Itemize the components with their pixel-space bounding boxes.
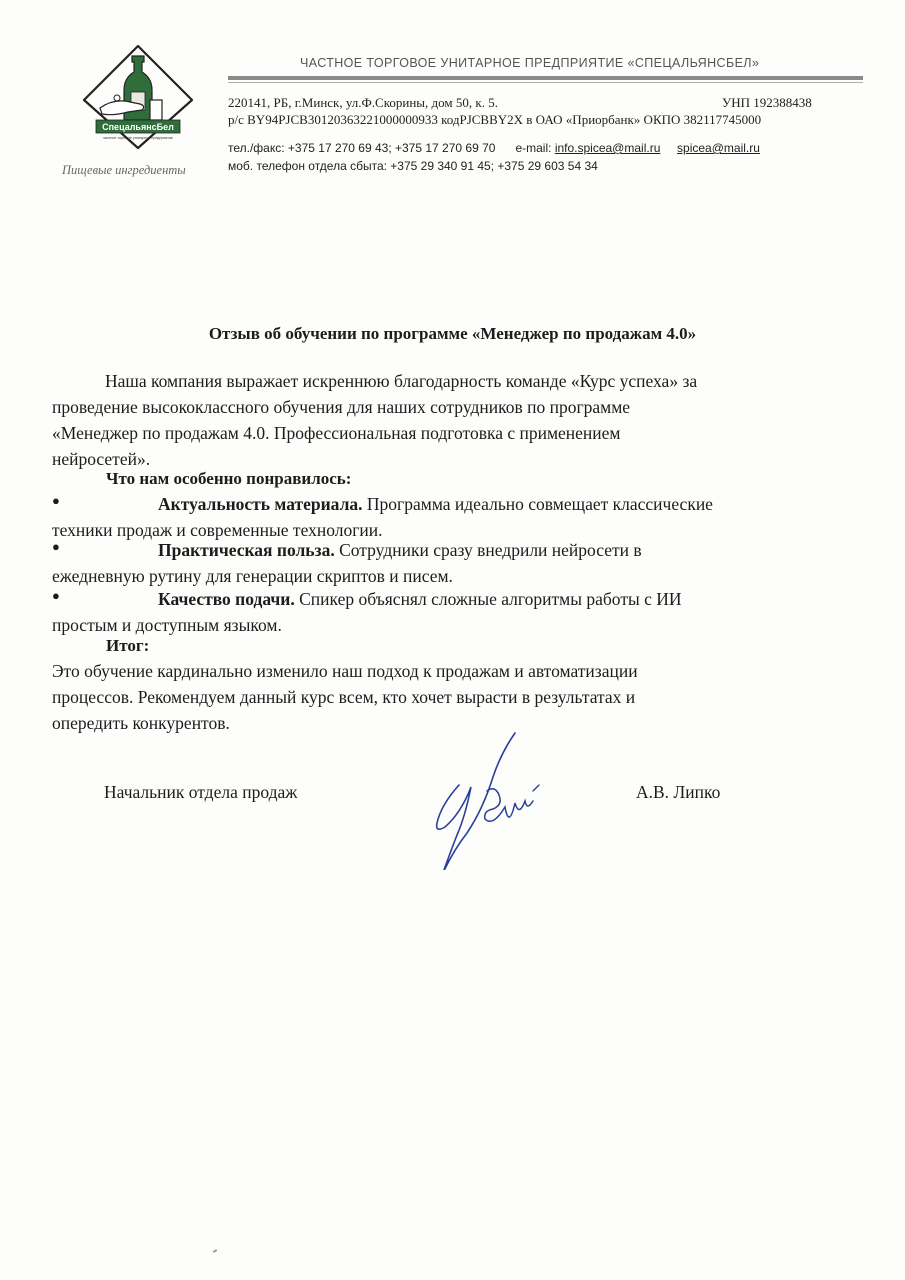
header-rule-thin [228,82,863,83]
summary-line: опередить конкурентов. [52,713,230,733]
mobile-phones: моб. телефон отдела сбыта: +375 29 340 91 45; +375 29 603 54 34 [228,159,598,173]
company-unp: УНП 192388438 [722,95,812,110]
letter-title: Отзыв об обучении по программе «Менеджер по продажам 4.0» [208,324,697,343]
bullet-item [52,586,831,638]
contacts-phone-email [228,141,760,155]
company-slogan: Пищевые ингредиенты [62,163,186,177]
liked-heading: Что нам особенно понравилось: [106,469,352,488]
logo-subtext: частное торговое унитарное предприятие [103,136,173,140]
signer-name: А.В. Липко [636,782,721,802]
signer-title: Начальник отдела продаж [104,782,298,802]
bullet-dot: ● [52,493,60,508]
bullet-text: Сотрудники сразу внедрили нейросети в [334,540,642,560]
header-rule [228,76,863,80]
intro-line: проведение высококлассного обучения для наших сотрудников по программе [52,397,631,417]
email-label: e-mail: [515,141,552,155]
bullet-text: Спикер объяснял сложные алгоритмы работы с ИИ [294,589,682,609]
company-address: 220141, РБ, г.Минск, ул.Ф.Скорины, дом 50, к. 5. [228,95,498,110]
phone-fax: тел./факс: +375 17 270 69 43; +375 17 270 69 70 [228,141,496,155]
logo-text: СпецальянсБел [102,122,174,132]
bullet-text: ежедневную рутину для генерации скриптов и писем. [52,566,453,586]
bullet-text: простым и доступным языком. [52,615,282,635]
bullet-dot: ● [52,539,60,554]
company-name: ЧАСТНОЕ ТОРГОВОЕ УНИТАРНОЕ ПРЕДПРИЯТИЕ «СПЕЦАЛЬЯНСБЕЛ» [300,56,760,70]
paper-speck [213,1249,217,1253]
bullet-text: Программа идеально совмещает классические [362,494,713,514]
bullet-bold: Качество подачи. [158,589,295,609]
summary-heading: Итог: [106,636,150,655]
bullet-item [52,491,831,543]
company-logo [78,42,198,152]
intro-line: «Менеджер по продажам 4.0. Профессиональная подготовка с применением [52,423,621,443]
bullet-text: техники продаж и современные технологии. [52,520,383,540]
bullet-item [52,537,831,589]
handwritten-signature [415,725,565,870]
bullet-bold: Актуальность материала. [158,494,363,514]
bank-details: р/с BY94PJCB30120363221000000933 кодPJCBBY2X в ОАО «Приорбанк» ОКПО 382117745000 [228,112,762,127]
bullet-dot: ● [52,588,60,603]
email-link-info[interactable]: info.spicea@mail.ru [554,141,661,155]
intro-line: нейросетей». [52,449,151,469]
summary-line: Это обучение кардинально изменило наш подход к продажам и автоматизации [52,661,638,681]
bullet-bold: Практическая польза. [158,540,335,560]
intro-paragraph [52,368,831,472]
email-link-spicea[interactable]: spicea@mail.ru [677,141,760,155]
summary-line: процессов. Рекомендуем данный курс всем, кто хочет вырасти в результатах и [52,687,636,707]
intro-line: Наша компания выражает искреннюю благодарность команде «Курс успеха» за [105,371,698,391]
